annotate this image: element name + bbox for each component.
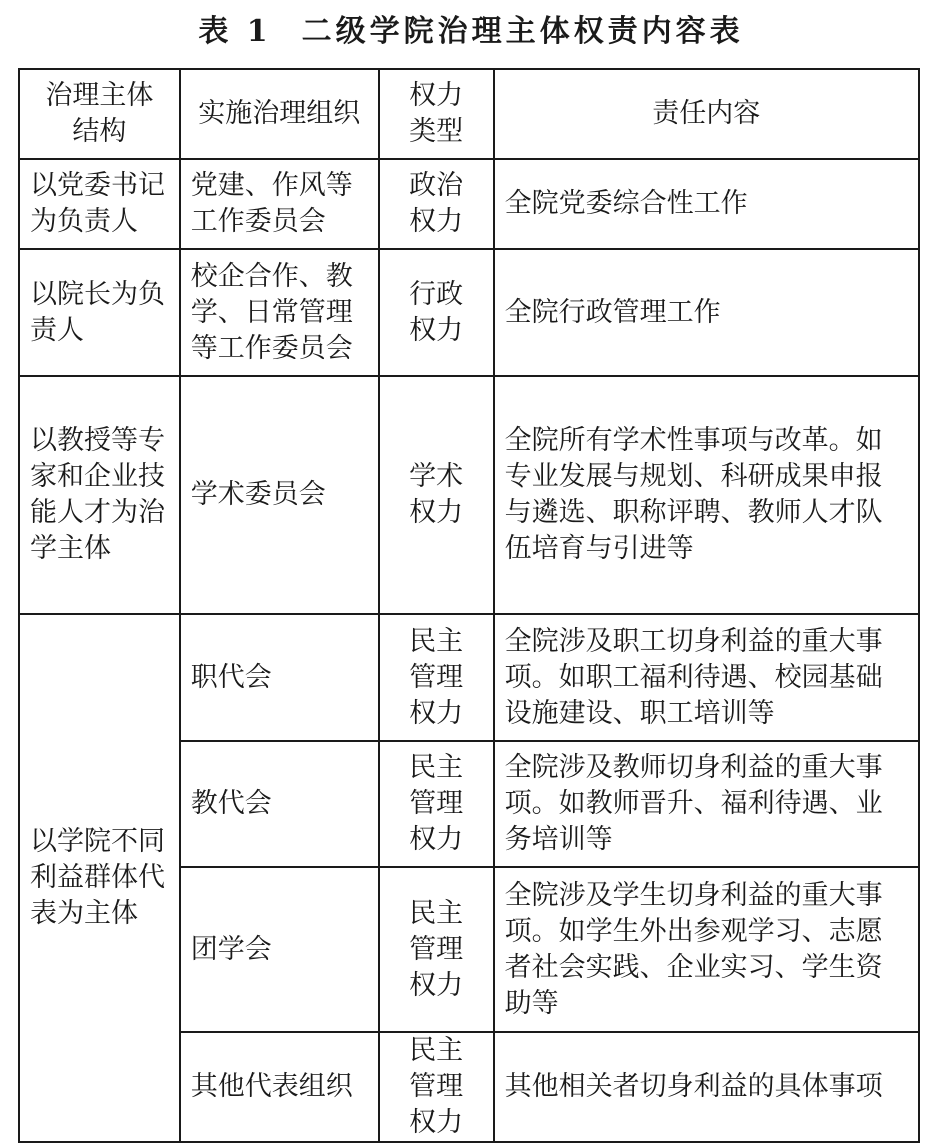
content-cell: 全院涉及职工切身利益的重大事项。如职工福利待遇、校园基础设施建设、职工培训等 — [494, 614, 919, 741]
governance-table — [18, 68, 920, 1143]
org-cell: 党建、作风等工作委员会 — [180, 159, 379, 249]
org-cell: 团学会 — [180, 867, 379, 1032]
power-cell: 民主管理权力 — [379, 741, 494, 867]
power-cell: 民主管理权力 — [379, 614, 494, 741]
content-cell: 全院行政管理工作 — [494, 249, 919, 376]
content-cell: 全院所有学术性事项与改革。如专业发展与规划、科研成果申报与遴选、职称评聘、教师人才队伍培育与引进等 — [494, 376, 919, 614]
power-cell: 学术权力 — [379, 376, 494, 614]
org-cell: 职代会 — [180, 614, 379, 741]
table-title: 二级学院治理主体权责内容表 — [301, 14, 744, 49]
subject-cell: 以学院不同利益群体代表为主体 — [19, 614, 180, 1142]
org-cell: 其他代表组织 — [180, 1032, 379, 1142]
table-row — [19, 159, 919, 249]
table-row — [19, 376, 919, 614]
org-cell: 学术委员会 — [180, 376, 379, 614]
table-row — [19, 249, 919, 376]
power-cell: 政治权力 — [379, 159, 494, 249]
content-cell: 全院涉及学生切身利益的重大事项。如学生外出参观学习、志愿者社会实践、企业实习、学生资助等 — [494, 867, 919, 1032]
org-cell: 校企合作、教学、日常管理等工作委员会 — [180, 249, 379, 376]
table-row — [19, 614, 919, 741]
header-row — [19, 69, 919, 159]
table-caption — [0, 10, 942, 54]
header-subject: 治理主体结构 — [19, 69, 180, 159]
table-number: 表 1 — [198, 14, 272, 49]
subject-cell: 以教授等专家和企业技能人才为治学主体 — [19, 376, 180, 614]
content-cell: 全院党委综合性工作 — [494, 159, 919, 249]
power-cell: 民主管理权力 — [379, 1032, 494, 1142]
subject-cell: 以党委书记为负责人 — [19, 159, 180, 249]
content-cell: 全院涉及教师切身利益的重大事项。如教师晋升、福利待遇、业务培训等 — [494, 741, 919, 867]
header-content: 责任内容 — [494, 69, 919, 159]
org-cell: 教代会 — [180, 741, 379, 867]
power-cell: 行政权力 — [379, 249, 494, 376]
power-cell: 民主管理权力 — [379, 867, 494, 1032]
content-cell: 其他相关者切身利益的具体事项 — [494, 1032, 919, 1142]
header-org: 实施治理组织 — [180, 69, 379, 159]
subject-cell: 以院长为负责人 — [19, 249, 180, 376]
header-power: 权力类型 — [379, 69, 494, 159]
